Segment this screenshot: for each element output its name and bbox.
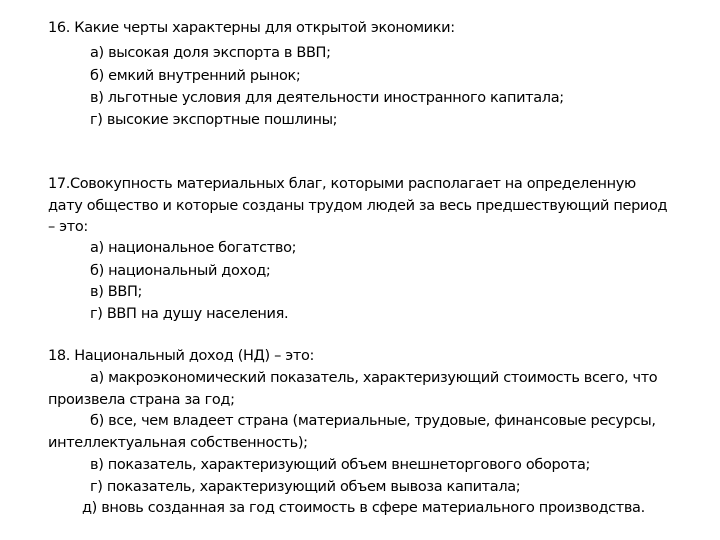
question-16-option-d: г) высокие экспортные пошлины; [90,112,338,128]
question-17-option-c: в) ВВП; [90,284,143,300]
question-17-heading-line-1: 17.Совокупность материальных благ, которыми располагает на определенную [48,176,636,192]
question-17-option-d: г) ВВП на душу населения. [90,306,289,322]
question-18-option-c: в) показатель, характеризующий объем внешнеторгового оборота; [90,457,591,473]
question-16-option-a: а) высокая доля экспорта в ВВП; [90,45,331,61]
question-18-option-a: а) макроэкономический показатель, характеризующий стоимость всего, что [90,370,658,386]
question-16-option-b: б) емкий внутренний рынок; [90,68,301,84]
question-18-heading: 18. Национальный доход (НД) – это: [48,348,315,364]
question-16-option-c: в) льготные условия для деятельности иностранного капитала; [90,90,564,106]
question-18-option-d: г) показатель, характеризующий объем вывоза капитала; [90,479,521,495]
question-16-heading: 16. Какие черты характерны для открытой экономики: [48,20,455,36]
question-18-option-b: б) все, чем владеет страна (материальные, трудовые, финансовые ресурсы, [90,413,656,429]
question-18-option-e: д) вновь созданная за год стоимость в сфере материального производства. [82,500,645,516]
question-18-option-b-continuation: интеллектуальная собственность); [48,435,308,451]
question-17-heading-line-3: – это: [48,219,88,235]
question-18-option-a-continuation: произвела страна за год; [48,392,235,408]
question-17-option-b: б) национальный доход; [90,263,271,279]
question-17-heading-line-2: дату общество и которые созданы трудом людей за весь предшествующий период [48,198,668,214]
question-17-option-a: а) национальное богатство; [90,240,297,256]
